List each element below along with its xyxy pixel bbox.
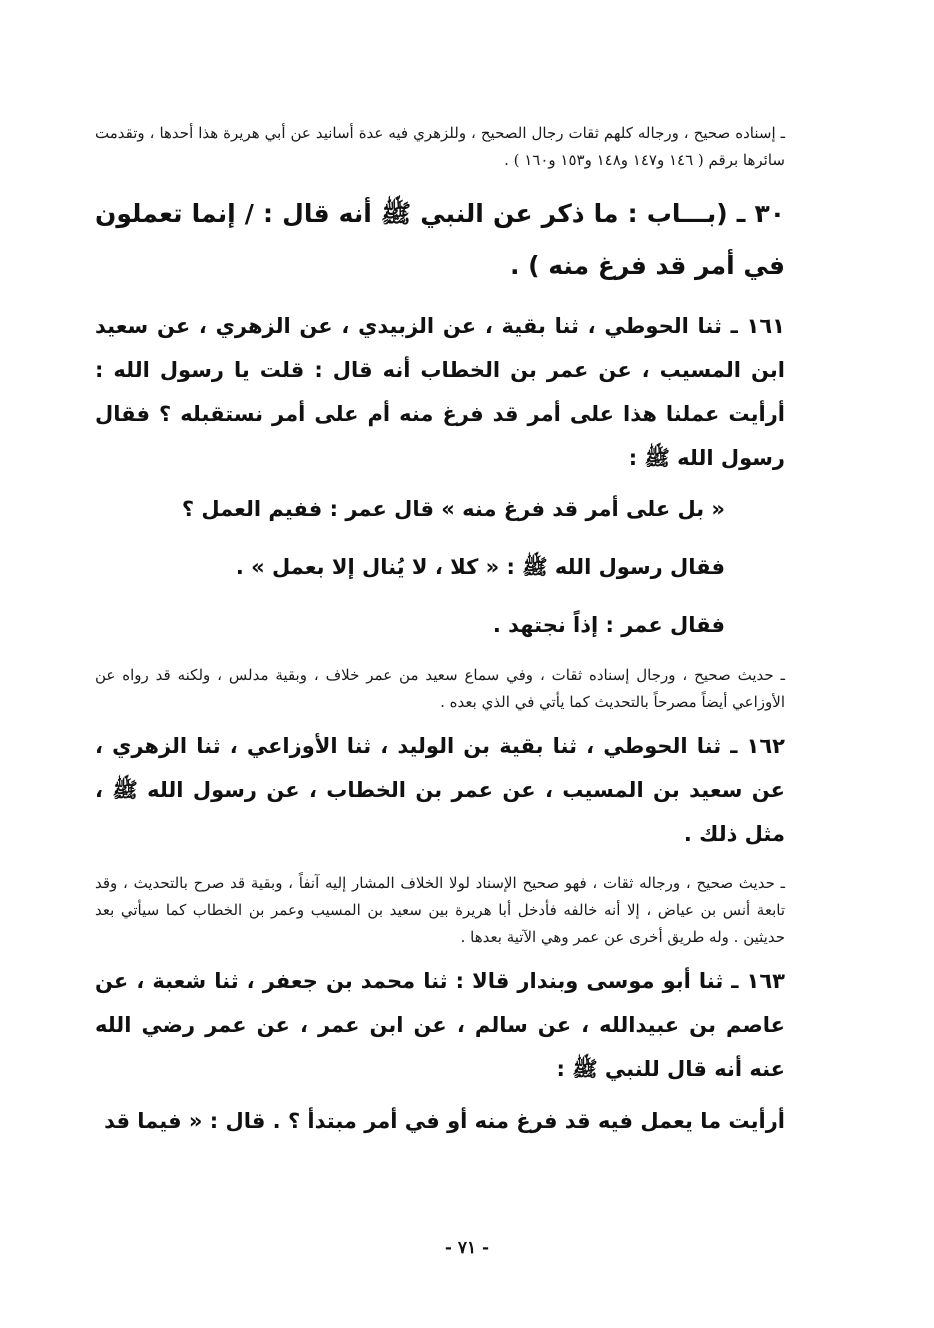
spacer: [95, 716, 785, 724]
hadith-quote-line: « بل على أمر قد فرغ منه » قال عمر : ففيم العمل ؟: [181, 497, 725, 521]
spacer: [95, 856, 785, 870]
footnote-commentary-1: ـ إسناده صحيح ، ورجاله كلهم ثقات رجال الصحيح ، وللزهري فيه عدة أسانيد عن أبي هريرة هذا أحدها ، وتقدمت سائرها برقم ( ١٤٦ و١٤٧ و١٤٨ و١٥٣ و١٦٠ ) .: [95, 124, 785, 169]
hadith-quote-line: فقال رسول الله ﷺ : « كلا ، لا يُنال إلا بعمل » .: [235, 555, 725, 579]
footnote-commentary-3: ـ حديث صحيح ، ورجاله ثقات ، فهو صحيح الإسناد لولا الخلاف المشار إليه آنفاً ، وبقية قد صرح بالتحديث ، وقد تابعة أنس بن عياض ، إلا أنه خالفه فأدخل أبا هريرة بين سعيد بن المسيب وعمر بن الخطاب كما سيأتي بعد حديثين . وله طريق أخرى عن عمر وهي الآتية بعدها .: [95, 874, 785, 946]
page-body: [95, 120, 785, 1143]
spacer: [95, 174, 785, 182]
hadith-quote-line: فقال عمر : إذاً نجتهد .: [492, 613, 725, 637]
page-number: - ٧١ -: [444, 1238, 490, 1258]
spacer: [95, 654, 785, 662]
spacer: [95, 1091, 785, 1099]
hadith-163: ١٦٣ ـ ثنا أبو موسى وبندار قالا : ثنا محمد بن جعفر ، ثنا شعبة ، عن عاصم بن عبيدالله ، عن سالم ، عن ابن عمر ، عن عمر رضي الله عنه أنه قال للنبي ﷺ :: [95, 969, 785, 1081]
hadith-161: ١٦١ ـ ثنا الحوطي ، ثنا بقية ، عن الزبيدي ، عن الزهري ، عن سعيد ابن المسيب ، عن عمر بن الخطاب أنه قال : قلت يا رسول الله : أرأيت عملنا هذا على أمر قد فرغ منه أم على أمر نستقبله ؟ فقال رسول الله ﷺ :: [95, 314, 785, 470]
spacer: [95, 951, 785, 959]
footnote-commentary-2: ـ حديث صحيح ، ورجال إسناده ثقات ، وفي سماع سعيد من عمر خلاف ، وبقية مدلس ، ولكنه قد رواه عن الأوزاعي أيضاً مصرحاً بالتحديث كما يأتي في الذي بعده .: [95, 666, 785, 711]
hadith-continuation-line: أرأيت ما يعمل فيه قد فرغ منه أو في أمر مبتدأ ؟ . قال : « فيما قد: [104, 1109, 785, 1133]
hadith-162: ١٦٢ ـ ثنا الحوطي ، ثنا بقية بن الوليد ، ثنا الأوزاعي ، ثنا الزهري ، عن سعيد بن المسيب ، عن عمر بن الخطاب ، عن رسول الله ﷺ ، مثل ذلك .: [95, 734, 785, 846]
chapter-heading: ٣٠ ـ (بـــاب : ما ذكر عن النبي ﷺ أنه قال : / إنما تعملون في أمر قد فرغ منه ) .: [95, 199, 785, 280]
